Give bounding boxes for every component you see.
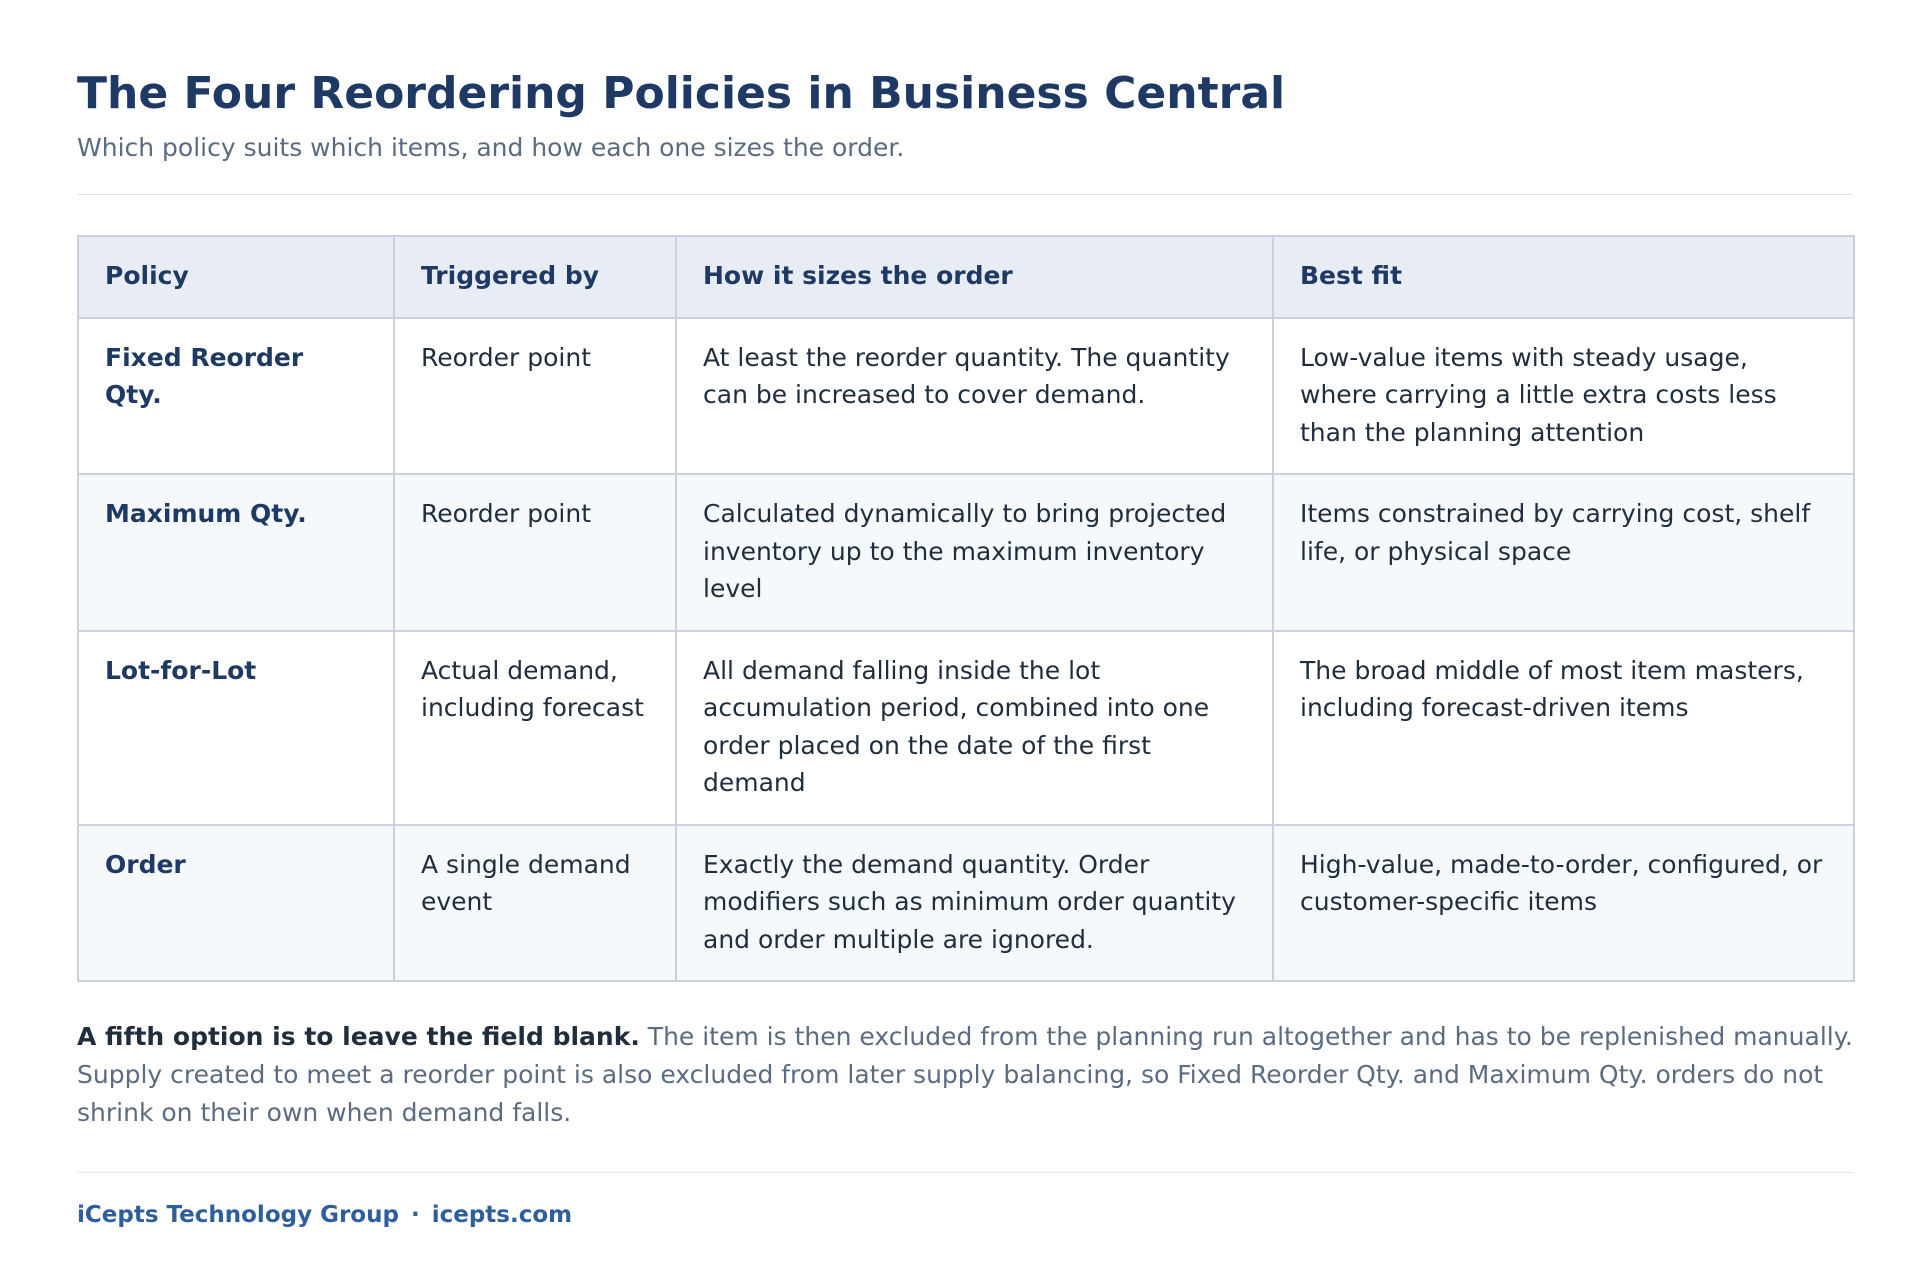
table-row bbox=[78, 825, 1854, 982]
footer-divider bbox=[77, 1172, 1853, 1173]
column-header-best-fit: Best fit bbox=[1273, 236, 1854, 318]
column-header-policy: Policy bbox=[78, 236, 394, 318]
table-row bbox=[78, 631, 1854, 825]
policy-name-cell: Maximum Qty. bbox=[78, 474, 394, 631]
best-fit-cell: Low-value items with steady usage, where carrying a little extra costs less than the planning attention bbox=[1273, 318, 1854, 475]
table-row bbox=[78, 318, 1854, 475]
sizing-cell: At least the reorder quantity. The quantity can be increased to cover demand. bbox=[676, 318, 1273, 475]
footnote bbox=[77, 1018, 1853, 1132]
policy-name-cell: Order bbox=[78, 825, 394, 982]
triggered-by-cell: Reorder point bbox=[394, 474, 676, 631]
column-header-triggered-by: Triggered by bbox=[394, 236, 676, 318]
best-fit-cell: Items constrained by carrying cost, shelf life, or physical space bbox=[1273, 474, 1854, 631]
table-header-row bbox=[78, 236, 1854, 318]
triggered-by-cell: Reorder point bbox=[394, 318, 676, 475]
triggered-by-cell: Actual demand, including forecast bbox=[394, 631, 676, 825]
best-fit-cell: High-value, made-to-order, configured, or customer-specific items bbox=[1273, 825, 1854, 982]
footnote-lead: A fifth option is to leave the field blank. bbox=[77, 1022, 640, 1051]
footnote-body: The item is then excluded from the planning run altogether and has to be replenished manually. Supply created to meet a reorder point is also excluded from later supply balancing, so Fixed Reorder Qty. and Maximum Qty. orders do not shrink on their own when demand falls. bbox=[77, 1022, 1853, 1127]
triggered-by-cell: A single demand event bbox=[394, 825, 676, 982]
footer-website-link[interactable]: icepts.com bbox=[431, 1202, 573, 1228]
policy-name-cell: Fixed Reorder Qty. bbox=[78, 318, 394, 475]
header-divider bbox=[77, 194, 1853, 195]
best-fit-cell: The broad middle of most item masters, including forecast-driven items bbox=[1273, 631, 1854, 825]
column-header-sizing: How it sizes the order bbox=[676, 236, 1273, 318]
footer-company: iCepts Technology Group bbox=[77, 1202, 399, 1228]
policy-table bbox=[77, 235, 1855, 982]
table-row bbox=[78, 474, 1854, 631]
footer bbox=[77, 1199, 1853, 1231]
sizing-cell: Exactly the demand quantity. Order modifiers such as minimum order quantity and order multiple are ignored. bbox=[676, 825, 1273, 982]
sizing-cell: Calculated dynamically to bring projected inventory up to the maximum inventory level bbox=[676, 474, 1273, 631]
footer-separator: · bbox=[410, 1202, 420, 1228]
page-title: The Four Reordering Policies in Business Central bbox=[77, 68, 1286, 119]
sizing-cell: All demand falling inside the lot accumulation period, combined into one order placed on the date of the first demand bbox=[676, 631, 1273, 825]
document-content bbox=[77, 64, 1853, 1231]
policy-name-cell: Lot-for-Lot bbox=[78, 631, 394, 825]
page-subtitle: Which policy suits which items, and how each one sizes the order. bbox=[77, 133, 905, 162]
